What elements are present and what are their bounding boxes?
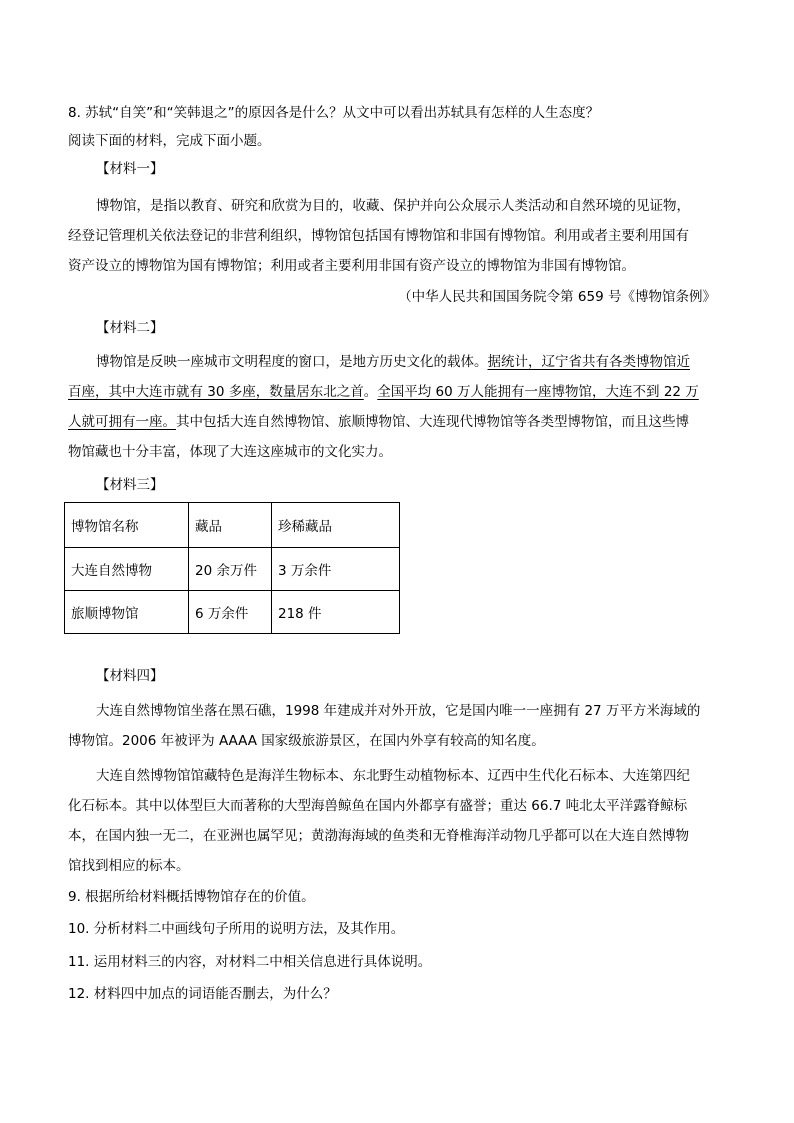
header-cell: 博物馆名称 [65,503,189,548]
material-4-line: 化石标本。其中以体型巨大而著称的大型海兽鲸鱼在国内外都享有盛誉；重达 66.7 吨北太平洋露脊鲸标 [68,798,688,814]
material-2-line: 物馆藏也十分丰富，体现了大连这座城市的文化实力。 [68,444,392,460]
material-4-title: 【材料四】 [96,668,164,684]
underlined-sentence: 据统计，辽宁省共有各类博物馆近 [487,354,690,370]
table-cell: 3 万余件 [272,548,400,591]
text: 博物馆是反映一座城市文明程度的窗口，是地方历史文化的载体。 [96,354,488,370]
text: 。 [363,384,378,400]
question-9: 9. 根据所给材料概括博物馆存在的价值。 [68,889,315,905]
table-row [65,548,400,591]
material-1-line: 博物馆，是指以教育、研究和欣赏为目的，收藏、保护并向公众展示人类活动和自然环境的见证物， [96,198,690,214]
material-4-line: 大连自然博物馆坐落在黑石礁，1998 年建成并对外开放，它是国内唯一一座拥有 27 万平方米海域的 [96,703,701,719]
material-1-source: （中华人民共和国国务院令第 659 号《博物馆条例》 [398,289,716,305]
material-1-title: 【材料一】 [96,161,164,177]
material-2-title: 【材料二】 [96,320,164,336]
table-cell: 大连自然博物 [65,548,189,591]
material-4-line: 本，在国内独一无二，在亚洲也属罕见；黄渤海海域的鱼类和无脊椎海洋动物几乎都可以在大连自然博物 [68,828,689,844]
table-header-row [65,503,400,548]
header-cell: 珍稀藏品 [272,503,400,548]
material-2-line [68,383,699,401]
material-2-line [96,353,690,371]
table-row [65,591,400,634]
museum-table [64,502,400,634]
table-cell: 218 件 [272,591,400,634]
material-2-line [68,413,689,431]
material-4-line: 馆找到相应的标本。 [68,858,190,874]
material-4-line: 大连自然博物馆馆藏特色是海洋生物标本、东北野生动植物标本、辽西中生代化石标本、大连第四纪 [96,768,690,784]
question-12: 12. 材料四中加点的词语能否删去，为什么？ [68,986,337,1002]
header-cell: 藏品 [189,503,272,548]
material-3-title: 【材料三】 [96,477,164,493]
material-1-line: 经登记管理机关依法登记的非营利组织，博物馆包括国有博物馆和非国有博物馆。利用或者主要利用国有 [68,228,689,244]
question-10: 10. 分析材料二中画线句子所用的说明方法，及其作用。 [68,921,405,937]
underlined-sentence: 百座，其中大连市就有 30 多座，数量居东北之首 [68,384,364,400]
table-cell: 6 万余件 [189,591,272,634]
question-8: 8. 苏轼“自笑”和“笑韩退之”的原因各是什么？从文中可以看出苏轼具有怎样的人生态度？ [68,105,600,121]
underlined-sentence: 人就可拥有一座。 [68,414,176,430]
material-1-line: 资产设立的博物馆为国有博物馆；利用或者主要利用非国有资产设立的博物馆为非国有博物馆。 [68,258,635,274]
material-4-line: 博物馆。2006 年被评为 AAAA 国家级旅游景区，在国内外享有较高的知名度。 [68,733,545,749]
question-11: 11. 运用材料三的内容，对材料二中相关信息进行具体说明。 [68,954,432,970]
instruction: 阅读下面的材料，完成下面小题。 [68,133,271,149]
table-cell: 旅顺博物馆 [65,591,189,634]
table-cell: 20 余万件 [189,548,272,591]
text: 其中包括大连自然博物馆、旅顺博物馆、大连现代博物馆等各类型博物馆，而且这些博 [176,414,689,430]
underlined-sentence: 全国平均 60 万人能拥有一座博物馆，大连不到 22 万 [377,384,699,400]
